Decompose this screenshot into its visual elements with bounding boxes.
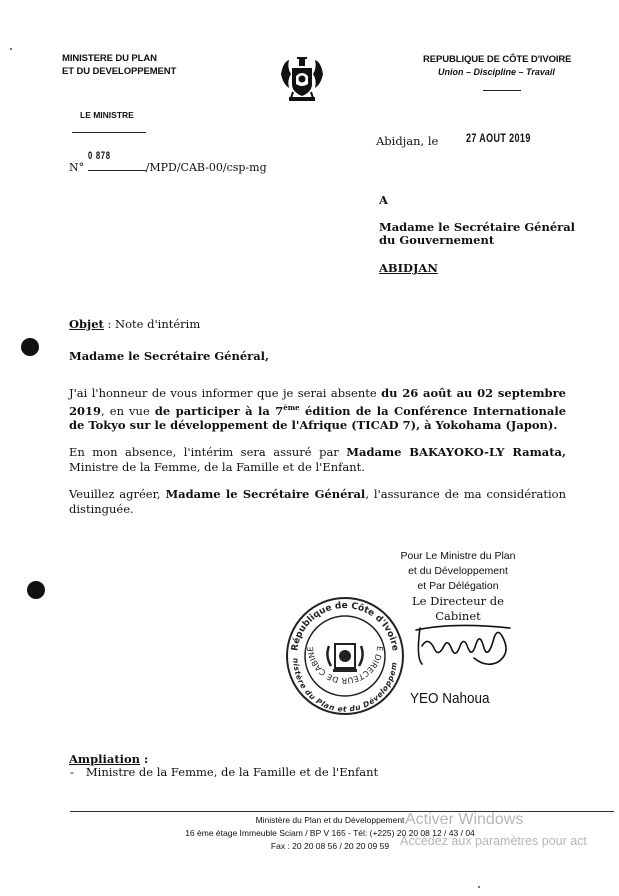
minister-title: LE MINISTRE (80, 110, 134, 120)
ampliation-title: Ampliation : (69, 752, 149, 766)
reference-prefix: N° (69, 161, 85, 174)
scan-speck (10, 48, 12, 50)
activation-watermark-text: Accédez aux paramètres pour act (400, 834, 587, 848)
activation-watermark-title: Activer Windows (405, 811, 524, 828)
recipient-line1: Madame le Secrétaire Général (379, 220, 576, 234)
paragraph-2: En mon absence, l'intérim sera assuré par Madame BAKAYOKO-LY Ramata, Ministre de la Femme, de la Famille et de l'Enfant. (69, 445, 567, 474)
handwritten-signature (414, 618, 524, 682)
paragraph-3: Veuillez agréer, Madame le Secrétaire Général, l'assurance de ma considération distinguée. (69, 487, 567, 516)
svg-text:République de Côte d'Ivoire: République de Côte d'Ivoire (290, 600, 400, 652)
svg-text:Ministère du Plan et du Dévelo: nistère du Plan et du Développem (291, 657, 399, 714)
punch-hole (27, 581, 45, 599)
recipient-a: A (379, 193, 388, 207)
recipient-line2: du Gouvernement (379, 233, 495, 247)
place-label: Abidjan, le (376, 134, 439, 148)
ministry-name (62, 52, 176, 78)
scan-speck (478, 886, 480, 888)
salutation: Madame le Secrétaire Général, (69, 349, 270, 363)
country-motto: Union – Discipline – Travail (438, 67, 555, 77)
reference-code: /MPD/CAB-00/csp-mg (145, 161, 267, 174)
signature-block: Pour Le Ministre du Plan et du Développement et Par Délégation Le Directeur de Cabinet (400, 550, 516, 623)
paragraph-1: J'ai l'honneur de vous informer que je serai absente du 26 août au 02 septembre 2019, en vue de participer à la 7ème édition de la Conférence Internationale de Tokyo sur le développement de l'Afrique (TICAD 7), à Yokohama (Japon). (69, 386, 567, 432)
divider (483, 90, 521, 91)
punch-hole (21, 338, 39, 356)
reference-number: 0 878 (88, 150, 111, 162)
official-seal (283, 594, 407, 722)
footer-line2: 16 ème étage Immeuble Sciam / BP V 165 - Tél: (+225) 20 20 08 12 / 43 / 04 (185, 828, 475, 838)
ampliation-item: - Ministre de la Femme, de la Famille et de l'Enfant (70, 765, 379, 779)
reference-line (69, 160, 267, 174)
ministry-name-line1: MINISTERE DU PLAN (62, 53, 157, 64)
signatory-name: YEO Nahoua (410, 690, 490, 707)
footer-divider (70, 811, 614, 812)
subject-label: Objet (69, 317, 104, 331)
footer-line3: Fax : 20 20 08 56 / 20 20 09 59 (270, 841, 390, 851)
divider (72, 132, 146, 133)
date-stamp: 27 AOUT 2019 (466, 131, 531, 145)
recipient-city: ABIDJAN (379, 261, 438, 275)
footer-line1: Ministère du Plan et du Développement (255, 815, 405, 825)
reference-blank (88, 160, 146, 171)
ministry-name-line2: ET DU DEVELOPPEMENT (62, 66, 177, 77)
svg-text:LE DIRECTEUR DE CABINET: E DIRECTEUR DE CABINE (305, 645, 385, 686)
subject-text: : Note d'intérim (103, 317, 201, 331)
subject (69, 317, 200, 331)
country-name: REPUBLIQUE DE CÔTE D'IVOIRE (423, 54, 572, 65)
coat-of-arms-icon (277, 54, 327, 108)
